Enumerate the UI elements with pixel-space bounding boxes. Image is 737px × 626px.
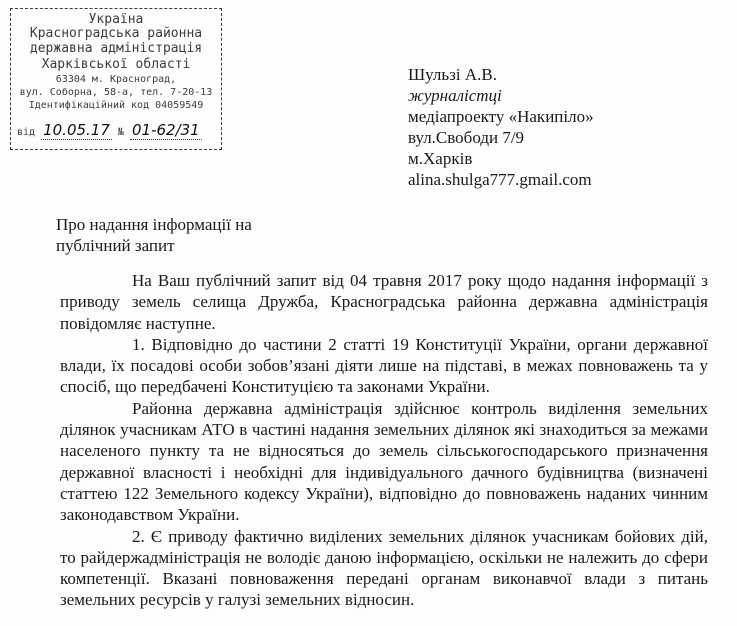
recipient-email: alina.shulga777.gmail.com (408, 170, 592, 189)
stamp-id-code: Ідентифікаційний код 04059549 (28, 100, 204, 111)
recipient-block (408, 64, 594, 190)
letter-body (60, 270, 708, 611)
stamp-date-value: 10.05.17 (43, 121, 110, 139)
recipient-project: медіапроекту «Накипіло» (408, 107, 594, 126)
recipient-position: журналістці (408, 86, 502, 105)
body-paragraph-intro: На Ваш публічний запит від 04 травня 2017 року щодо надання інформації з приводу земель селища Дружба, Красноградська районна державна адміністрація повідомляє наступне. (60, 271, 708, 333)
body-paragraph-3: 2. Є приводу фактично виділених земельних ділянок учасникам бойових дій, то райдержадміністрація не володіє даною інформацією, оскільки не належить до сфери компетенції. Вказані повноваження передані органам виконавчої влади з питань земельних ресурсів у галузі земельних відносин. (60, 526, 708, 610)
stamp-date-prefix: від (17, 127, 36, 138)
stamp-address-line1: 63304 м. Красноград, (55, 74, 177, 85)
stamp-registration-line (17, 121, 217, 139)
stamp-number-prefix: № (117, 127, 124, 138)
stamp-region: Харківської області (41, 57, 191, 72)
subject-line2: публічний запит (56, 236, 175, 255)
subject-line1: Про надання інформації на (56, 215, 252, 234)
recipient-street: вул.Свободи 7/9 (408, 128, 525, 147)
stamp-address-line2: вул. Соборна, 58-а, тел. 7-20-13 (19, 87, 213, 98)
stamp-number-value: 01-62/31 (131, 121, 200, 139)
registration-stamp (10, 8, 222, 150)
body-paragraph-2: Районна державна адміністрація здійснює контроль виділення земельних ділянок учасникам АТО в частині надання земельних ділянок які знаходиться за межами населеного пункту та не відносяться до земель сільськогосподарського призначення державної власності і необхідні для індивідуального дачного будівництва (визначені статтею 122 Земельного кодексу України), відповідно до повноважень наданих чинним законодавством України. (60, 398, 708, 525)
stamp-admin-line1: Красноградська районна (29, 26, 203, 41)
stamp-admin-line2: державна адміністрація (29, 41, 203, 56)
recipient-name: Шульзі А.В. (408, 65, 497, 84)
letter-subject (56, 214, 252, 256)
stamp-country: Україна (88, 12, 144, 27)
recipient-city: м.Харків (408, 149, 473, 168)
body-paragraph-1: 1. Відповідно до частини 2 статті 19 Конституції України, органи державної влади, їх посадові особи зобов’язані діяти лише на підставі, в межах повноважень та у спосіб, що передбачені Конституцією та законами України. (60, 334, 708, 397)
